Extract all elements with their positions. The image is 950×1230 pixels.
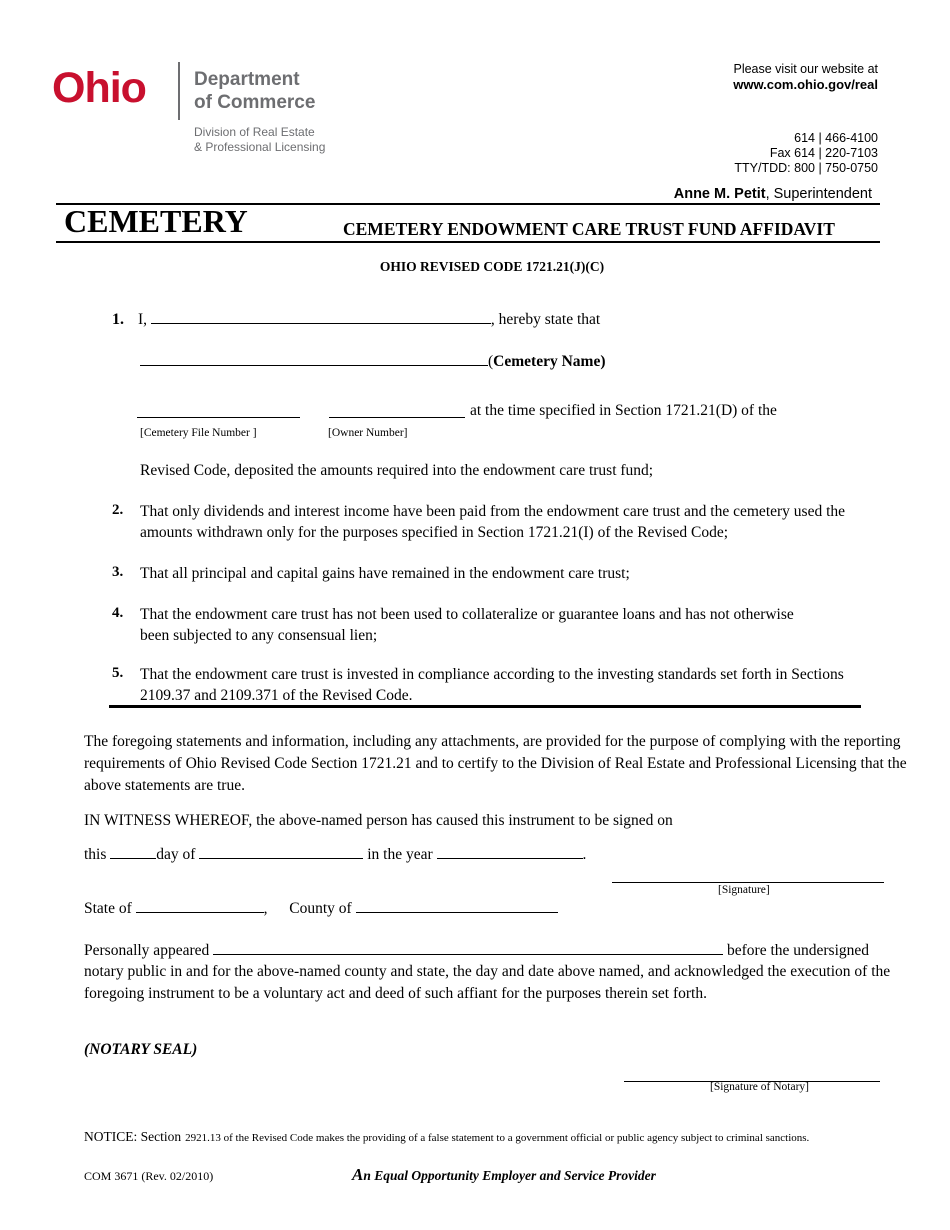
- item-3-number: 3.: [112, 564, 124, 580]
- state-county-line: State of , County of: [84, 898, 558, 919]
- notary-seal-label: (NOTARY SEAL): [84, 1041, 198, 1058]
- item-5-number: 5.: [112, 665, 124, 681]
- notary-statement: notary public in and for the above-named county and state, the day and date above named, and acknowledged the execution of the foregoing instrument to be a voluntary act and deed of such affiant for the purposes therein set forth.: [84, 963, 891, 1002]
- item-4-number: 4.: [112, 605, 124, 621]
- items-rule: [109, 705, 861, 708]
- month-field[interactable]: [199, 844, 363, 859]
- item-2-text: That only dividends and interest income have been paid from the endowment care trust and the cemetery used the amounts withdrawn only for the purposes specified in Section 1721.21(I) of the Revised Code;: [140, 503, 846, 541]
- ohio-logo-word: Ohio: [52, 64, 146, 112]
- affiant-name-field[interactable]: [151, 309, 491, 324]
- code-reference: OHIO REVISED CODE 1721.21(J)(C): [379, 259, 605, 274]
- website-url[interactable]: www.com.ohio.gov/real: [733, 77, 878, 92]
- state-field[interactable]: [136, 898, 264, 913]
- form-category: CEMETERY: [64, 203, 248, 239]
- superintendent: Anne M. Petit, Superintendent: [673, 186, 872, 202]
- phone-block: [734, 131, 878, 176]
- time-specified-text: at the time specified in Section 1721.21(D) of the: [470, 402, 777, 419]
- notary-signature-caption: [Signature of Notary]: [710, 1081, 809, 1093]
- deposited-text: Revised Code, deposited the amounts required into the endowment care trust fund;: [140, 462, 654, 479]
- foregoing-statement: The foregoing statements and information, including any attachments, are provided for the purpose of complying with the reporting requirements of Ohio Revised Code Section 1721.21 and to certify to the Division of Real Estate and Professional Licensing that the above statements are true.: [84, 733, 907, 794]
- ohio-logo: [52, 64, 146, 113]
- title-rule-bottom: [56, 241, 880, 243]
- witness-statement: IN WITNESS WHEREOF, the above-named person has caused this instrument to be signed on: [84, 812, 673, 829]
- department-name: Department of Commerce: [194, 69, 316, 113]
- year-field[interactable]: [437, 844, 583, 859]
- notary-signature-field[interactable]: [624, 1067, 880, 1082]
- date-line: this day of in the year .: [84, 846, 587, 863]
- signature-field[interactable]: [612, 868, 884, 883]
- cemetery-file-number-field[interactable]: [137, 403, 300, 418]
- personally-appeared-line: Personally appeared before the undersigned: [84, 942, 870, 959]
- eoe-statement: An Equal Opportunity Employer and Service Provider: [352, 1165, 656, 1184]
- item-5-text: That the endowment care trust is invested in compliance according to the investing standards set forth in Sections 2109.37 and 2109.371 of the Revised Code.: [140, 666, 844, 704]
- fax-number: Fax 614 | 220-7103: [769, 146, 878, 160]
- item-4-text: That the endowment care trust has not been used to collateralize or guarantee loans and has not otherwise been subjected to any consensual lien;: [140, 606, 794, 644]
- owner-number-field[interactable]: [329, 403, 465, 418]
- tty-number: TTY/TDD: 800 | 750-0750: [734, 161, 878, 175]
- affiant-appeared-field[interactable]: [213, 940, 723, 955]
- item-2-number: 2.: [112, 502, 124, 518]
- form-number: COM 3671 (Rev. 02/2010): [84, 1169, 214, 1183]
- cemetery-name-line: (Cemetery Name): [140, 351, 605, 372]
- item-1-number: 1.: [112, 311, 124, 328]
- owner-number-caption: [Owner Number]: [328, 427, 408, 439]
- division-name: Division of Real Estate & Professional Licensing: [194, 125, 326, 154]
- logo-divider: [178, 62, 180, 120]
- phone-number: 614 | 466-4100: [794, 131, 878, 145]
- day-field[interactable]: [110, 844, 156, 859]
- file-number-caption: [Cemetery File Number ]: [140, 427, 257, 439]
- notice: NOTICE: Section 2921.13 of the Revised Code makes the providing of a false statement to a government official or public agency subject to criminal sanctions.: [84, 1129, 810, 1144]
- cemetery-name-field[interactable]: [140, 351, 488, 366]
- county-field[interactable]: [356, 898, 558, 913]
- form-title: CEMETERY ENDOWMENT CARE TRUST FUND AFFIDAVIT: [343, 219, 835, 239]
- signature-caption: [Signature]: [718, 884, 770, 896]
- item-1-line: I, , hereby state that: [138, 311, 601, 328]
- contact-block: [733, 62, 878, 92]
- item-3-text: That all principal and capital gains have remained in the endowment care trust;: [140, 565, 630, 582]
- website-intro: Please visit our website at: [733, 62, 878, 76]
